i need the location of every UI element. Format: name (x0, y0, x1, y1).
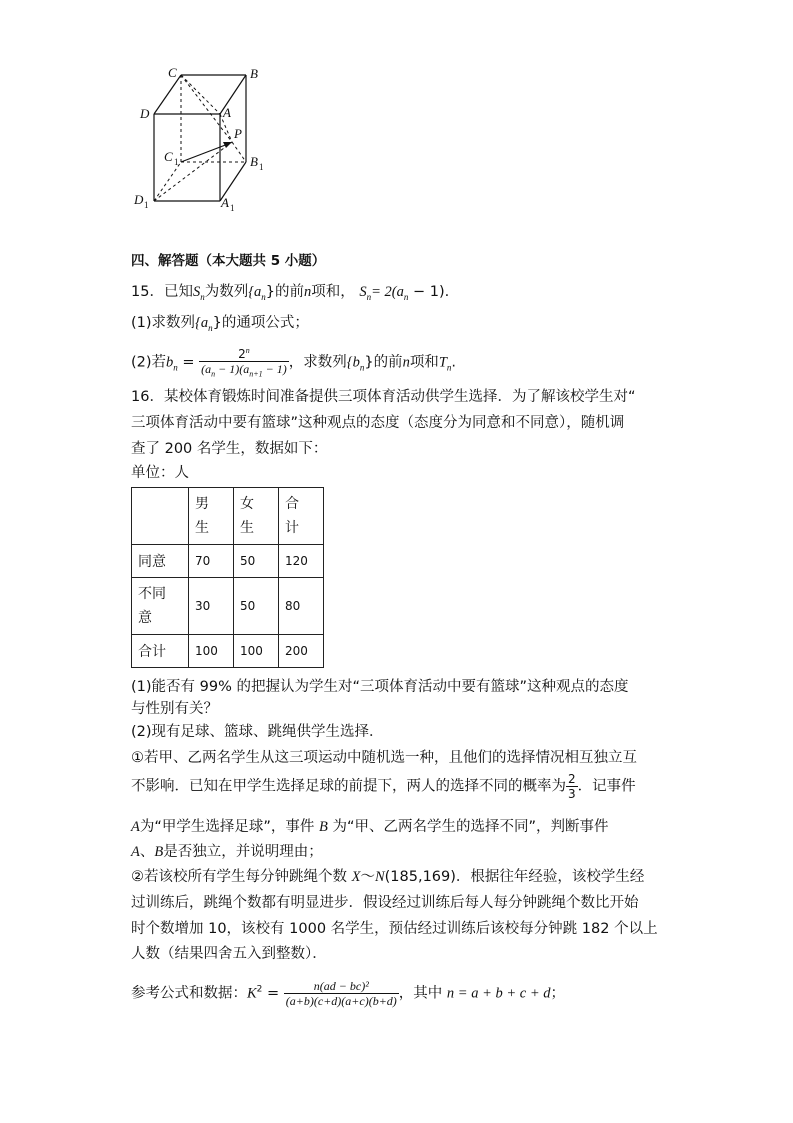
edge-D-C (154, 75, 181, 114)
var-b: b (166, 354, 174, 371)
seq-b: {b (346, 354, 360, 371)
header-line: 计 (285, 520, 299, 536)
K-sup: 2 (256, 984, 263, 995)
table-cell: 80 (279, 578, 324, 635)
q15-text-b: 为数列 (204, 284, 249, 300)
ref-den: (a+b)(c+d)(a+c)(b+d) (285, 994, 397, 1008)
table-cell: 200 (279, 635, 324, 668)
q15-p2-c: 的前 (373, 354, 403, 371)
table-row (132, 635, 324, 668)
sub-n: n (211, 369, 216, 379)
header-line: 生 (240, 520, 254, 536)
label-D1-sub: 1 (144, 200, 149, 210)
event-A: A (131, 844, 140, 860)
sep: 、 (139, 844, 155, 860)
sub-n: n (261, 291, 266, 302)
c2-line1-a: ②若该校所有学生每分钟跳绳个数 (131, 869, 352, 885)
label-D1: D (134, 192, 144, 207)
row-label-text: 意 (138, 610, 152, 626)
q16-c2-line4: 人数（结果四舍五入到整数）． (131, 946, 327, 962)
edge-D1-C1 (154, 162, 181, 201)
prob-fraction (566, 772, 578, 801)
frac-num: 2 (238, 347, 246, 361)
c1-line4-text: 是否独立，并说明理由； (163, 844, 323, 860)
q15-p2-e: . (451, 354, 456, 371)
var-n: n (402, 354, 410, 371)
ref-fraction (284, 979, 399, 1008)
equals: = (177, 354, 200, 371)
var-n: n (304, 284, 312, 300)
c1-line2-end: ．记事件 (577, 778, 636, 795)
q15-p1-text: (1)求数列 (131, 315, 196, 331)
table-row (132, 578, 324, 635)
frac-den-end: − 1) (262, 362, 287, 376)
q15-p1-end: 的通项公式； (221, 315, 309, 331)
row-label-text: 合计 (138, 644, 166, 660)
ref-end: ； (550, 985, 565, 1002)
c2-line1-b: ．根据往年经验，该校学生经 (455, 869, 645, 885)
c1-line2-text: 不影响．已知在甲学生选择足球的前提下，两人的选择不同的概率为 (131, 778, 566, 795)
ref-where: ，其中 (398, 985, 447, 1002)
q15-part2 (131, 344, 456, 381)
formula-end: − 1). (408, 284, 450, 300)
table-header-row (132, 488, 324, 545)
q15-p2-b: ，求数列 (288, 354, 347, 371)
q15-text-a: 已知 (163, 284, 193, 300)
label-A1: A (221, 195, 229, 210)
row-label (132, 578, 189, 635)
label-A: A (223, 105, 231, 120)
q16-c2-line1 (131, 867, 644, 887)
seq-a: {a (248, 284, 262, 300)
table-cell: 70 (189, 545, 234, 578)
cube-figure (128, 62, 278, 212)
label-B: B (250, 66, 258, 81)
q16-unit: 单位：人 (131, 465, 189, 481)
sub-n: n (200, 291, 205, 302)
label-B1-sub: 1 (259, 162, 264, 172)
sub-n: n (359, 362, 365, 373)
segment-P-B1 (232, 142, 246, 162)
table-cell: 50 (234, 578, 279, 635)
q15-p2-d: 项和 (409, 354, 439, 371)
var-N: N (374, 869, 385, 885)
q16-c2-line2: 过训练后，跳绳个数都有明显进步．假设经过训练后每人每分钟跳绳个数比开始 (131, 895, 639, 911)
ref-num: n(ad − bc)² (284, 979, 399, 994)
row-label (132, 545, 189, 578)
seq-close: } (265, 284, 275, 300)
table-header-cell (234, 488, 279, 545)
normal-params: (185,169) (384, 869, 456, 885)
table-cell: 120 (279, 545, 324, 578)
q15-line1 (131, 282, 449, 307)
header-line: 合 (285, 496, 299, 512)
frac-den-mid: − 1)(a (215, 362, 250, 376)
table-cell: 100 (189, 635, 234, 668)
table-corner-cell (132, 488, 189, 545)
label-D: D (140, 106, 150, 121)
c1-line3-text: 为“甲学生选择足球”，事件 (139, 819, 319, 835)
seq-close: } (364, 354, 374, 371)
event-A: A (131, 819, 140, 835)
var-S: S (359, 284, 367, 300)
sub-n: n (366, 291, 372, 302)
q16-c1-line4 (131, 842, 323, 862)
tilde: 〜 (360, 869, 375, 885)
q16-c1-line2 (131, 772, 636, 801)
seq-a: {a (195, 315, 209, 331)
frac-num-sup: n (245, 346, 250, 355)
q16-p2: (2)现有足球、篮球、跳绳供学生选择． (131, 724, 384, 740)
q16-c1-line3 (131, 817, 609, 837)
q15-text-c: 的前 (275, 284, 304, 300)
table-cell: 30 (189, 578, 234, 635)
label-C1: C (164, 149, 173, 164)
contingency-table (131, 487, 324, 668)
table-header-cell (189, 488, 234, 545)
table-cell: 50 (234, 545, 279, 578)
q16-p1-line1: (1)能否有 99% 的把握认为学生对“三项体育活动中要有篮球”这种观点的态度 (131, 679, 629, 695)
seq-close: } (212, 315, 222, 331)
c1-line3-end: 为“甲、乙两名学生的选择不同”，判断事件 (327, 819, 609, 835)
table-header-cell (279, 488, 324, 545)
ref-n: n = a + b + c + d (446, 985, 551, 1002)
sub-n: n (208, 322, 213, 333)
q15-text-d: 项和， (311, 284, 355, 300)
section-heading: 四、解答题（本大题共 5 小题） (131, 253, 326, 269)
event-B: B (154, 844, 164, 860)
header-line: 生 (195, 520, 209, 536)
var-K: K (247, 985, 257, 1002)
row-label-text: 同意 (138, 554, 166, 570)
label-C1-sub: 1 (174, 157, 179, 167)
label-A1-sub: 1 (230, 203, 235, 212)
q16-c1-line1: ①若甲、乙两名学生从这三项运动中随机选一种，且他们的选择情况相互独立互 (131, 750, 637, 766)
q16-p1-line2: 与性别有关？ (131, 701, 218, 717)
q15-p2-a: (2)若 (131, 354, 167, 371)
table-row (132, 545, 324, 578)
q15-part1 (131, 313, 309, 338)
fraction (199, 344, 289, 381)
q16-line1: 16．某校体育锻炼时间准备提供三项体育活动供学生选择．为了解该校学生对“ (131, 389, 636, 405)
vector-C1-P (181, 144, 228, 162)
sub-n: n (173, 362, 178, 373)
equals: = (262, 985, 284, 1002)
label-P: P (234, 126, 242, 141)
q16-c2-line3: 时个数增加 10，该校有 1000 名学生，预估经过训练后该校每分钟跳 182 个以上 (131, 921, 658, 937)
var-X: X (351, 869, 361, 885)
row-label (132, 635, 189, 668)
formula: = 2(a (371, 284, 404, 300)
reference-formula (131, 979, 565, 1008)
q16-line2: 三项体育活动中要有篮球”这种观点的态度（态度分为同意和不同意），随机调 (131, 415, 625, 431)
ref-label: 参考公式和数据： (131, 985, 247, 1002)
edge-C-A (181, 75, 220, 114)
header-line: 女 (240, 496, 254, 512)
label-C: C (168, 65, 177, 80)
event-B: B (319, 819, 328, 835)
var-S: S (192, 284, 201, 300)
row-label-text: 不同 (138, 586, 166, 602)
prob-den: 3 (568, 787, 576, 801)
sub-n: n (446, 362, 452, 373)
sub-n1: n+1 (249, 369, 263, 379)
label-B1: B (250, 154, 258, 169)
var-T: T (438, 354, 447, 371)
prob-num: 2 (568, 772, 576, 786)
table-cell: 100 (234, 635, 279, 668)
header-line: 男 (195, 496, 209, 512)
q16-line3: 查了 200 名学生，数据如下： (131, 441, 328, 457)
q15-number: 15． (131, 284, 164, 300)
sub-n: n (403, 291, 409, 302)
frac-den: (a (201, 362, 212, 376)
